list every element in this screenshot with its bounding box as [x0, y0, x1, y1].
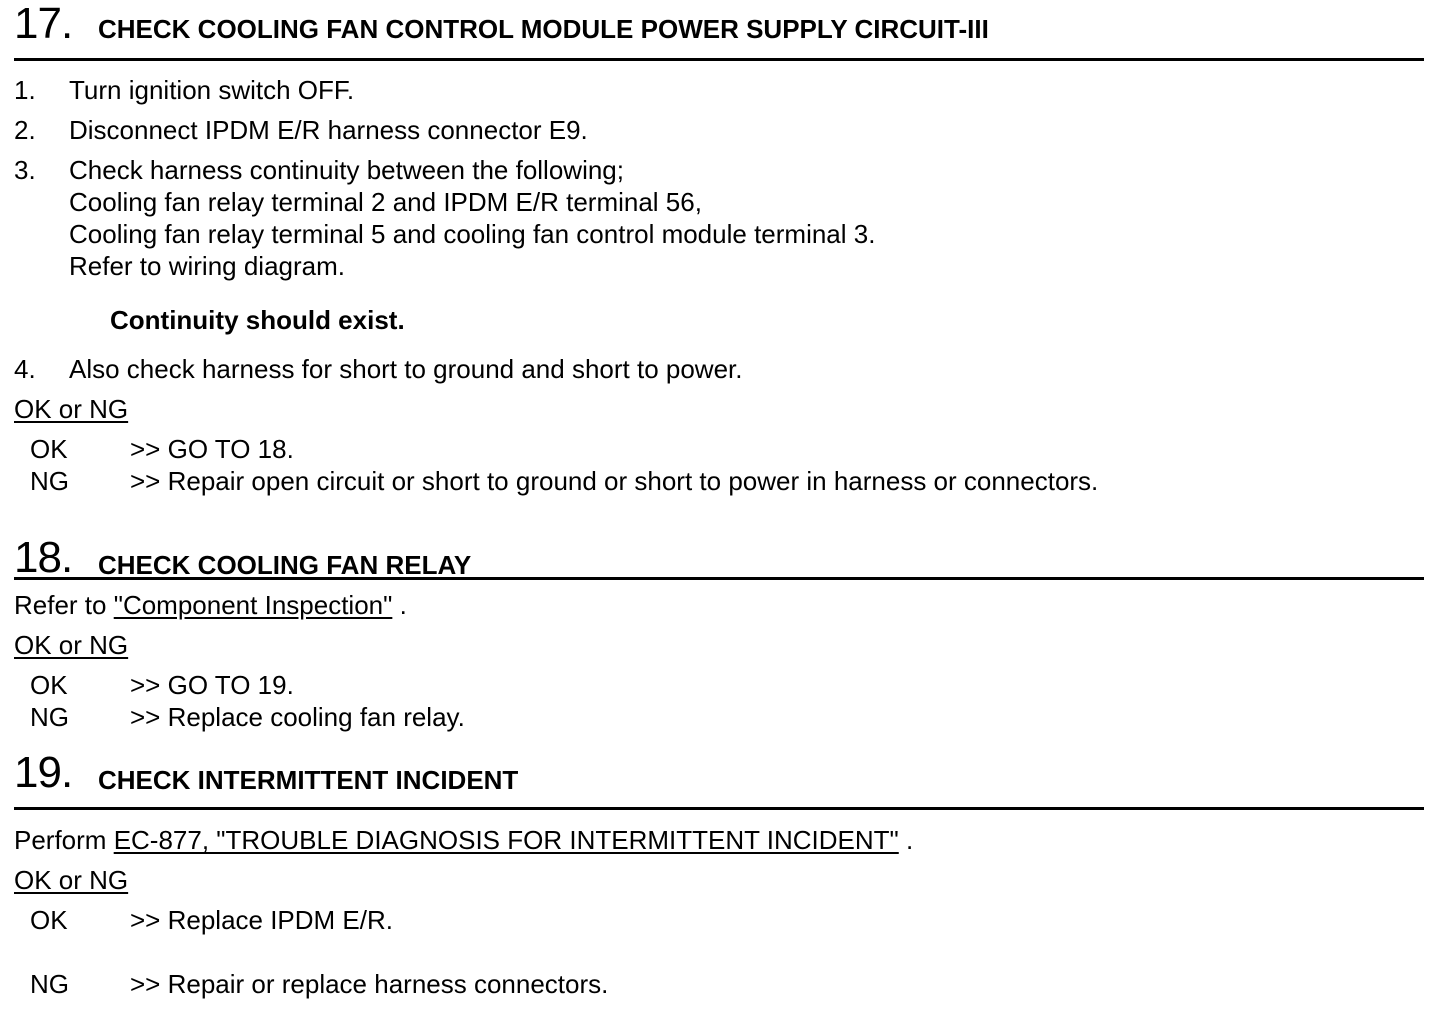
step-18-refer-line	[14, 589, 407, 621]
step-18-title: CHECK COOLING FAN RELAY	[98, 550, 472, 580]
step-19-title: CHECK INTERMITTENT INCIDENT	[98, 765, 519, 795]
step-19-perform-line	[14, 824, 913, 856]
step-18-ng-action: >> Replace cooling fan relay.	[130, 702, 465, 732]
step-17-item-3-line-2: Cooling fan relay terminal 2 and IPDM E/R terminal 56,	[69, 187, 702, 217]
step-18-refer-suffix: .	[392, 590, 407, 620]
step-19-ok-action: >> Replace IPDM E/R.	[130, 905, 393, 935]
step-19-ok-ng-heading: OK or NG	[14, 865, 129, 895]
step-17-ok-ng-heading: OK or NG	[14, 394, 129, 424]
step-17-item-2-text: Disconnect IPDM E/R harness connector E9.	[69, 115, 588, 145]
step-18-ok-action: >> GO TO 19.	[130, 670, 294, 700]
step-17-divider	[14, 58, 1424, 61]
step-17-item-3-line-4: Refer to wiring diagram.	[69, 251, 345, 281]
intermittent-incident-link[interactable]: EC-877, "TROUBLE DIAGNOSIS FOR INTERMITTENT INCIDENT"	[113, 825, 899, 855]
step-18-ng-label: NG	[30, 702, 69, 732]
step-19-ng-label: NG	[30, 969, 69, 999]
component-inspection-link[interactable]: "Component Inspection"	[113, 590, 393, 620]
step-19-ng-action: >> Repair or replace harness connectors.	[130, 969, 609, 999]
step-17-ng-label: NG	[30, 466, 69, 496]
step-17-number: 17.	[14, 0, 73, 48]
step-19-perform-prefix: Perform	[14, 825, 114, 855]
step-19-perform-suffix: .	[898, 825, 914, 855]
step-17-item-2-number: 2.	[14, 115, 36, 145]
step-17-item-3-line-3: Cooling fan relay terminal 5 and cooling fan control module terminal 3.	[69, 219, 876, 249]
step-17-item-3-number: 3.	[14, 155, 36, 185]
step-18-ok-label: OK	[30, 670, 68, 700]
step-17-ok-label: OK	[30, 434, 68, 464]
step-17-spec: Continuity should exist.	[110, 305, 405, 335]
step-17-item-4-number: 4.	[14, 354, 36, 384]
step-18-ok-ng-heading: OK or NG	[14, 630, 129, 660]
step-17-item-3-line-1: Check harness continuity between the following;	[69, 155, 624, 185]
step-17-item-4-text: Also check harness for short to ground and short to power.	[69, 354, 743, 384]
step-19-ok-label: OK	[30, 905, 68, 935]
step-17-ok-action: >> GO TO 18.	[130, 434, 294, 464]
step-18-divider	[14, 577, 1424, 580]
step-17-item-1-number: 1.	[14, 75, 36, 105]
step-17-ng-action: >> Repair open circuit or short to ground or short to power in harness or connectors.	[130, 466, 1099, 496]
step-18-number: 18.	[14, 533, 73, 582]
step-17-item-1-text: Turn ignition switch OFF.	[69, 75, 355, 105]
step-18-refer-prefix: Refer to	[14, 590, 114, 620]
step-19-divider	[14, 807, 1424, 810]
step-17-title: CHECK COOLING FAN CONTROL MODULE POWER SUPPLY CIRCUIT-III	[98, 14, 989, 44]
step-19-number: 19.	[14, 748, 73, 797]
